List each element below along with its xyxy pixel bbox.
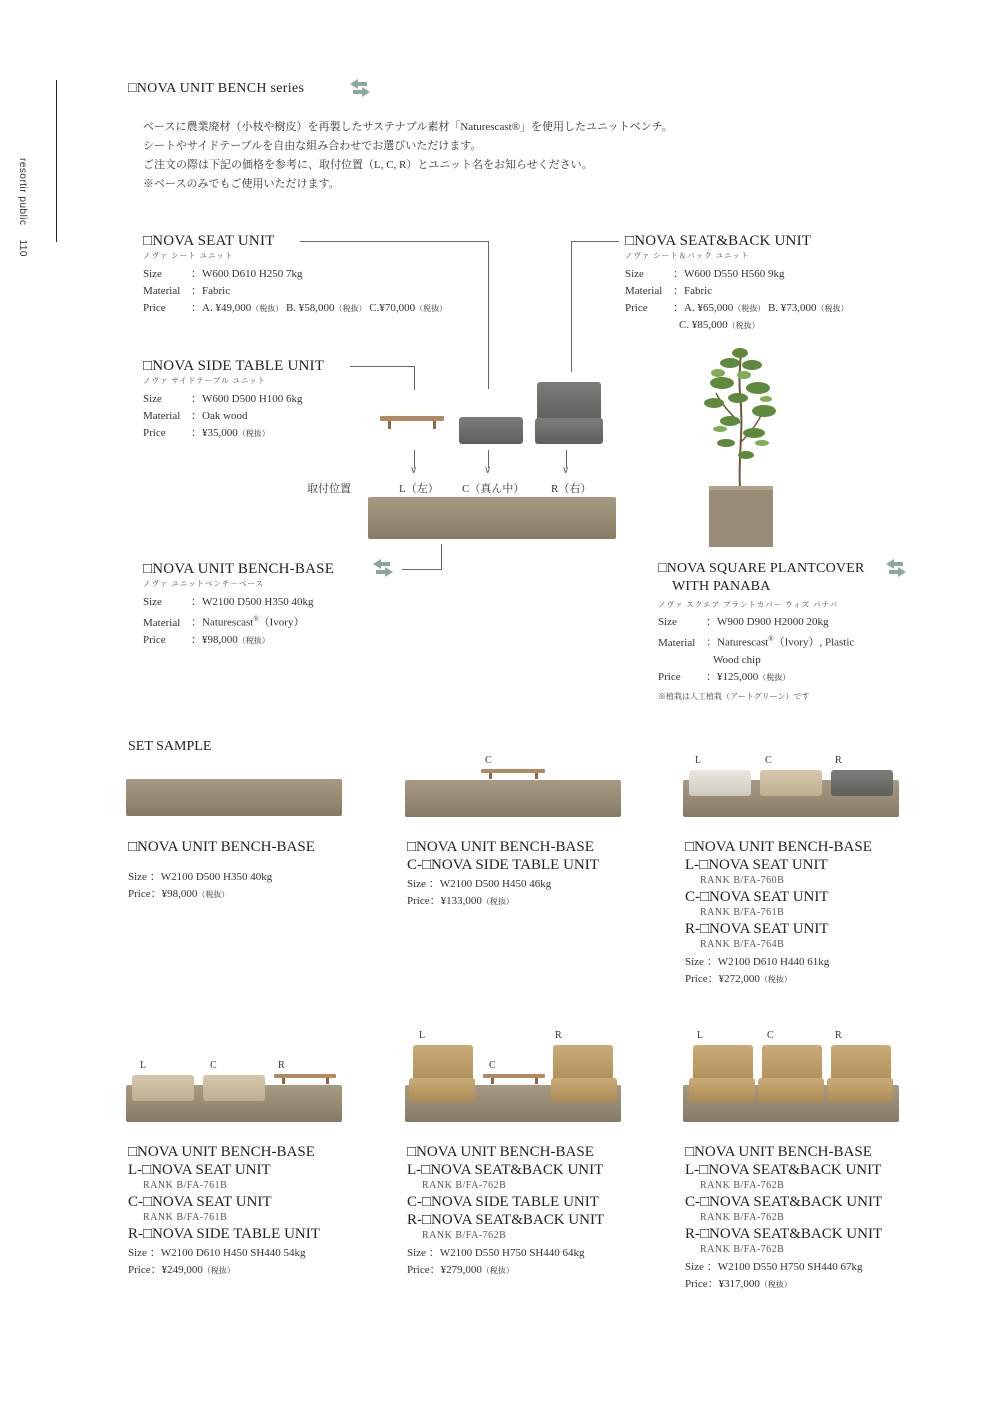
leader-line xyxy=(571,241,619,242)
set-line: C-□NOVA SEAT&BACK UNIT xyxy=(685,1194,883,1210)
rank-code: RANK B/FA-762B xyxy=(422,1230,507,1241)
set1-text xyxy=(128,838,315,903)
size-label: Size xyxy=(143,596,162,608)
position-label: C xyxy=(767,1030,774,1041)
position-label: L xyxy=(697,1030,704,1041)
set-line: L-□NOVA SEAT UNIT xyxy=(128,1162,271,1178)
price-label: Price xyxy=(143,302,166,314)
set-line: R-□NOVA SEAT UNIT xyxy=(685,921,829,937)
tax-note: （税抜） xyxy=(758,672,791,682)
position-left: L（左） xyxy=(399,483,439,495)
position-label: L xyxy=(419,1030,426,1041)
product-title: □NOVA SQUARE PLANTCOVER xyxy=(658,561,865,576)
page-number: 110 xyxy=(17,239,28,257)
rank-code: RANK B/FA-762B xyxy=(700,1244,785,1255)
plant-note: ※植栽は人工植栽（アートグリーン）です xyxy=(658,691,810,701)
size-label: Size xyxy=(658,616,677,628)
size-value: ：W600 D550 H560 9kg xyxy=(673,268,785,280)
seatback-unit-image xyxy=(535,382,603,444)
set-size: Size ：W2100 D610 H440 61kg xyxy=(685,956,830,968)
intro-line: ※ベースのみでもご使用いただけます。 xyxy=(143,178,340,190)
position-label: L xyxy=(140,1060,147,1071)
position-label: R xyxy=(278,1060,285,1071)
set-size: Size ：W2100 D550 H750 SH440 67kg xyxy=(685,1261,863,1273)
price-value: B. ¥58,000 xyxy=(285,302,335,314)
rank-code: RANK B/FA-761B xyxy=(143,1212,228,1223)
product-title: □NOVA SEAT&BACK UNIT xyxy=(625,233,812,249)
position-label: C xyxy=(210,1060,217,1071)
material-label: Material xyxy=(658,636,696,649)
set-price: Price：¥133,000 xyxy=(407,895,482,907)
set5-text xyxy=(407,1143,604,1279)
product-title: □NOVA SIDE TABLE UNIT xyxy=(143,358,325,374)
set-price: Price：¥317,000 xyxy=(685,1278,760,1290)
size-label: Size xyxy=(143,393,162,405)
plantcover-block: □NOVA SQUARE PLANTCOVER WITH PANABA ノヴァ スクエア プラントカバー ウィズ パナバ Size ：W900 D900 H2000 20kg Material ：Naturescast®（Ivory）, Plastic Wood chip Price ：¥125,000（税抜） ※植栽は人工植栽（アートグリーン）です xyxy=(658,561,865,701)
set1-image xyxy=(126,779,342,816)
material-value: ：Oak wood xyxy=(191,410,248,422)
tax-note: （税抜） xyxy=(251,304,284,313)
product-title: □NOVA SEAT UNIT xyxy=(143,233,275,249)
rank-code: RANK B/FA-760B xyxy=(700,875,785,886)
intro-line: ベースに農業廃材（小枝や樹皮）を再製したサステナブル素材「Naturescast®」を使用したユニットベンチ。 xyxy=(143,121,673,133)
position-label: R xyxy=(555,1030,562,1041)
set-line: R-□NOVA SEAT&BACK UNIT xyxy=(407,1212,605,1228)
tax-note: （税抜） xyxy=(197,890,230,899)
intro-line: ご注文の際は下記の価格を参考に、取付位置（L, C, R）とユニット名をお知らせください。 xyxy=(143,159,593,171)
set4-text xyxy=(128,1143,320,1279)
intro-text xyxy=(143,118,783,194)
arrow-down-icon: ∨ xyxy=(484,465,492,476)
tax-note: （税抜） xyxy=(733,304,766,313)
material-value: ：Naturescast xyxy=(706,636,769,649)
size-label: Size xyxy=(143,268,162,280)
bench-base-image xyxy=(368,497,616,539)
seatback-unit-block xyxy=(625,233,849,334)
intro-line: シートやサイドテーブルを自由な組み合わせでお選びいただけます。 xyxy=(143,140,482,152)
set-price: Price：¥249,000 xyxy=(128,1264,203,1276)
material-label: Material xyxy=(143,285,181,297)
material-color: （Ivory） xyxy=(258,616,305,629)
set-size: Size ：W2100 D500 H350 40kg xyxy=(128,871,273,883)
set-line: L-□NOVA SEAT&BACK UNIT xyxy=(407,1162,604,1178)
material-value: ：Fabric xyxy=(673,285,713,297)
set5-image xyxy=(405,1030,621,1122)
set-line: □NOVA UNIT BENCH-BASE xyxy=(128,1144,315,1160)
material-label: Material xyxy=(625,285,663,297)
set6-text xyxy=(685,1143,882,1293)
price-value: ：A. ¥49,000 xyxy=(191,302,252,314)
tax-note: （税抜） xyxy=(727,321,760,330)
arrow-down-icon: ∨ xyxy=(562,465,570,476)
seat-unit-block xyxy=(143,233,447,317)
price-label: Price xyxy=(143,427,166,439)
rank-code: RANK B/FA-764B xyxy=(700,939,785,950)
material-value: ：Fabric xyxy=(191,285,231,297)
rank-code: RANK B/FA-762B xyxy=(700,1212,785,1223)
position-label: C xyxy=(489,1060,496,1071)
leader-line xyxy=(402,569,442,570)
seat-unit-image xyxy=(459,417,523,444)
position-label: C xyxy=(765,755,772,766)
rank-code: RANK B/FA-761B xyxy=(700,907,785,918)
set-line: C-□NOVA SEAT UNIT xyxy=(685,889,829,905)
price-value: ：¥125,000 xyxy=(706,670,759,683)
leader-line xyxy=(441,544,442,570)
set-price: Price：¥272,000 xyxy=(685,973,760,985)
material-value: Wood chip xyxy=(713,653,761,666)
size-value: ：W600 D500 H100 6kg xyxy=(191,393,303,405)
leader-line xyxy=(350,366,414,367)
size-value: ：W2100 D500 H350 40kg xyxy=(191,596,314,608)
leader-line xyxy=(300,241,488,242)
price-label: Price xyxy=(625,302,648,314)
set-size: Size ：W2100 D500 H450 46kg xyxy=(407,878,552,890)
recycle-arrows-icon xyxy=(347,76,373,100)
product-kana: ノヴァ ユニットベンチ－ベース xyxy=(143,579,265,588)
rank-code: RANK B/FA-761B xyxy=(143,1180,228,1191)
sidebar-label xyxy=(17,158,28,257)
plantcover-image xyxy=(700,343,780,548)
position-label: L xyxy=(695,755,702,766)
set-line: L-□NOVA SEAT UNIT xyxy=(685,857,828,873)
product-kana: ノヴァ シート＆バック ユニット xyxy=(625,251,750,260)
set-price: Price：¥98,000 xyxy=(128,888,198,900)
page-title: □NOVA UNIT BENCH series xyxy=(128,81,305,96)
price-value: ：¥35,000 xyxy=(191,427,238,439)
set-line: R-□NOVA SEAT&BACK UNIT xyxy=(685,1226,883,1242)
size-label: Size xyxy=(625,268,644,280)
brand-name: resortir public xyxy=(17,158,28,226)
set4-image xyxy=(126,1060,342,1122)
tax-note: （税抜） xyxy=(237,429,270,438)
size-value: ：W600 D610 H250 7kg xyxy=(191,268,303,280)
sidebar-divider xyxy=(56,80,57,242)
set2-image xyxy=(405,755,621,817)
set6-image xyxy=(683,1030,899,1122)
set-line: C-□NOVA SIDE TABLE UNIT xyxy=(407,857,599,873)
set2-text xyxy=(407,838,599,910)
tax-note: （税抜） xyxy=(202,1266,235,1275)
price-value: ：A. ¥65,000 xyxy=(673,302,734,314)
tax-note: （税抜） xyxy=(481,1266,514,1275)
recycle-arrows-icon xyxy=(370,556,396,580)
size-value: ：W900 D900 H2000 20kg xyxy=(706,616,829,628)
tax-note: （税抜） xyxy=(415,304,448,313)
material-label: Material xyxy=(143,616,181,629)
set-line: □NOVA UNIT BENCH-BASE xyxy=(407,1144,594,1160)
set-line: L-□NOVA SEAT&BACK UNIT xyxy=(685,1162,882,1178)
set-size: Size ：W2100 D610 H450 SH440 54kg xyxy=(128,1247,306,1259)
set-line: C-□NOVA SIDE TABLE UNIT xyxy=(407,1194,599,1210)
material-label: Material xyxy=(143,410,181,422)
set-sample-heading: SET SAMPLE xyxy=(128,739,212,754)
position-right: R（右） xyxy=(551,483,592,495)
arrow-down-icon: ∨ xyxy=(410,465,418,476)
rank-code: RANK B/FA-762B xyxy=(422,1180,507,1191)
tax-note: （税抜） xyxy=(759,1280,792,1289)
set-price: Price：¥279,000 xyxy=(407,1264,482,1276)
leader-line xyxy=(414,366,415,390)
rank-code: RANK B/FA-762B xyxy=(700,1180,785,1191)
tax-note: （税抜） xyxy=(759,975,792,984)
price-value: C.¥70,000 xyxy=(369,302,416,314)
set-line: C-□NOVA SEAT UNIT xyxy=(128,1194,272,1210)
tax-note: （税抜） xyxy=(816,304,849,313)
product-kana: ノヴァ スクエア プラントカバー ウィズ パナバ xyxy=(658,600,839,609)
price-value: ：¥98,000 xyxy=(191,633,238,646)
position-label: C xyxy=(485,755,492,766)
tax-note: （税抜） xyxy=(334,304,367,313)
recycle-arrows-icon xyxy=(883,556,909,580)
tax-note: （税抜） xyxy=(481,897,514,906)
product-kana: ノヴァ サイドテーブル ユニット xyxy=(143,376,267,385)
position-label: 取付位置 xyxy=(307,483,351,495)
set-line: □NOVA UNIT BENCH-BASE xyxy=(407,839,594,855)
tax-note: （税抜） xyxy=(237,635,270,645)
price-value: B. ¥73,000 xyxy=(767,302,817,314)
product-title: WITH PANABA xyxy=(672,579,771,594)
product-kana: ノヴァ シート ユニット xyxy=(143,251,234,260)
set-line: □NOVA UNIT BENCH-BASE xyxy=(128,839,315,855)
side-table-image xyxy=(380,416,444,430)
bench-base-block: □NOVA UNIT BENCH-BASE ノヴァ ユニットベンチ－ベース Size ：W2100 D500 H350 40kg Material ：Naturescast®（Ivory） Price ：¥98,000（税抜） xyxy=(143,561,334,649)
leader-line xyxy=(571,241,572,372)
set-line: □NOVA UNIT BENCH-BASE xyxy=(685,1144,872,1160)
product-title: □NOVA UNIT BENCH-BASE xyxy=(143,561,335,577)
position-label: R xyxy=(835,755,842,766)
material-color: （Ivory）, Plastic xyxy=(773,636,855,649)
set-size: Size ：W2100 D550 H750 SH440 64kg xyxy=(407,1247,585,1259)
leader-line xyxy=(488,241,489,389)
price-value: C. ¥85,000 xyxy=(679,319,728,331)
set-line: R-□NOVA SIDE TABLE UNIT xyxy=(128,1226,320,1242)
material-value: ：Naturescast xyxy=(191,616,254,629)
side-table-unit-block xyxy=(143,358,324,442)
position-center: C（真ん中） xyxy=(462,483,525,495)
set3-text xyxy=(685,838,872,988)
set-line: □NOVA UNIT BENCH-BASE xyxy=(685,839,872,855)
price-label: Price xyxy=(143,633,166,646)
set3-image xyxy=(683,755,899,817)
position-label: R xyxy=(835,1030,842,1041)
price-label: Price xyxy=(658,670,681,683)
